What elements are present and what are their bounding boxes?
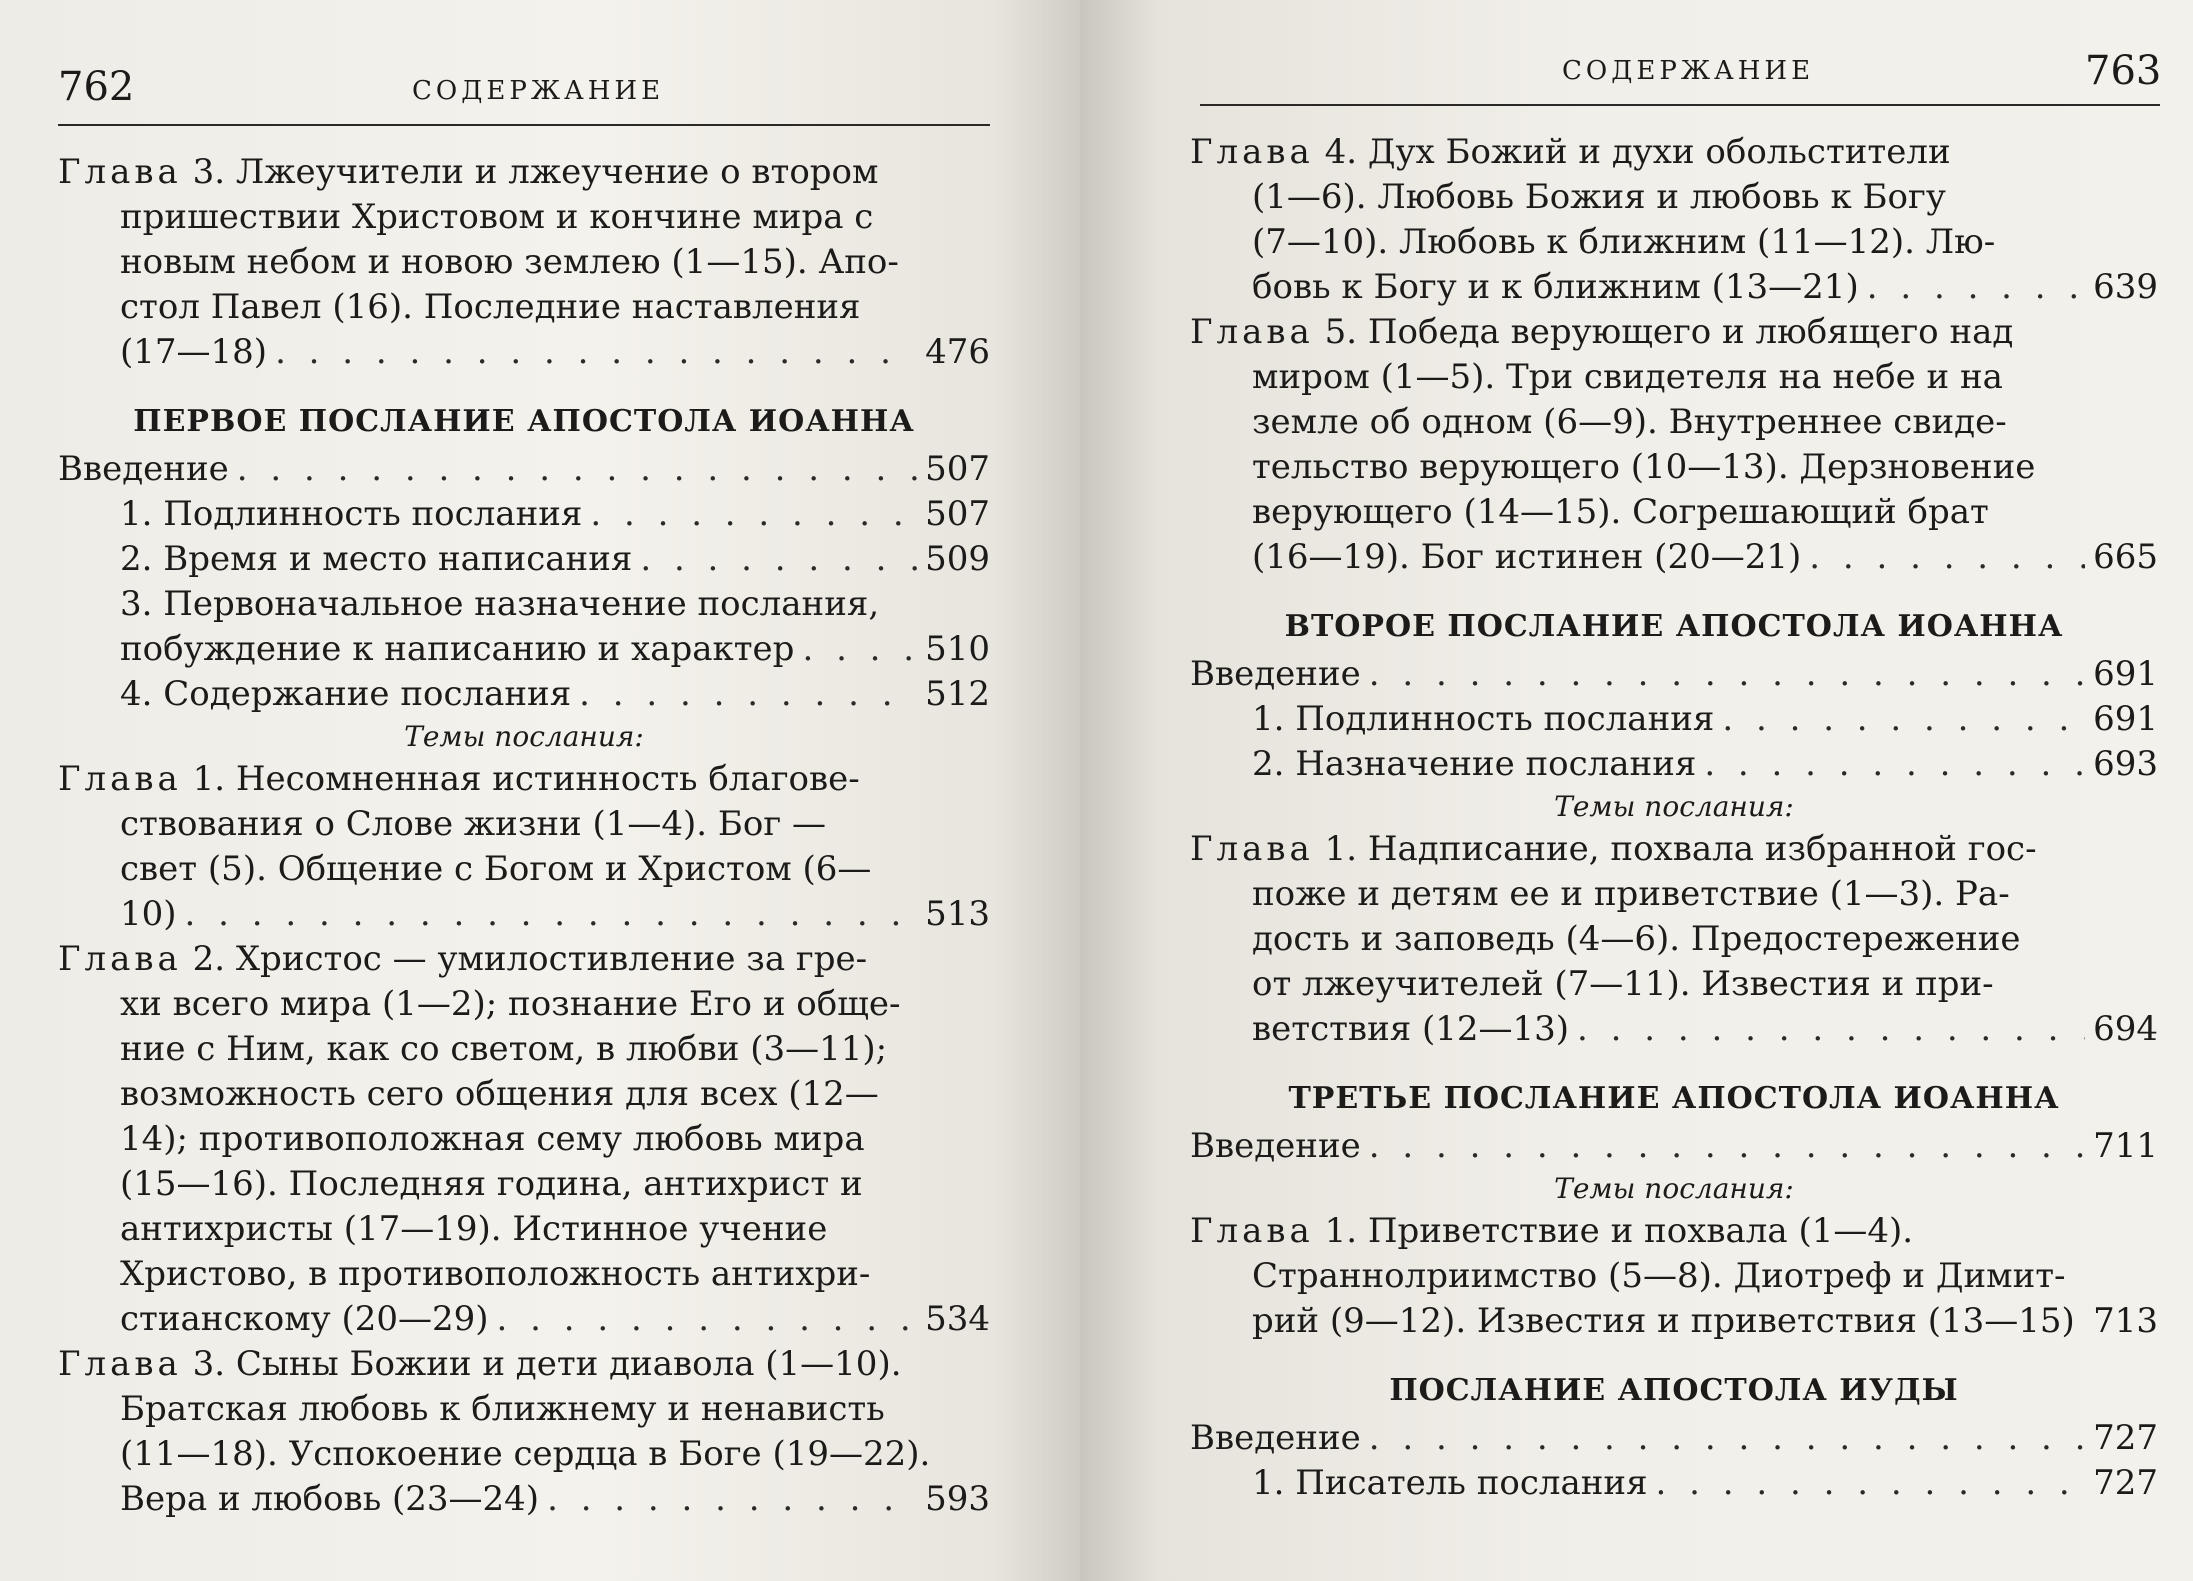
entry-line: (16—19). Бог истинен (20—21) <box>1252 537 1802 577</box>
dot-leader <box>590 492 917 537</box>
entry-line: земле об одном (6—9). Внутреннее свиде- <box>1252 402 2007 442</box>
entry-page-number: 513 <box>925 894 990 934</box>
entry-line: поже и детям ее и приветствие (1—3). Ра- <box>1252 874 2010 914</box>
entry-title: 1. Подлинность послания <box>120 494 583 534</box>
entry-page-number: 534 <box>925 1299 990 1339</box>
entry-line: 1. Приветствие и похвала (1—4). <box>1324 1211 1914 1251</box>
chapter-label: Глава <box>1190 1211 1314 1251</box>
entry-line: стол Павел (16). Последние наставления <box>120 287 861 327</box>
toc-chapter-entry <box>58 150 990 375</box>
entry-page-number: 691 <box>2093 654 2158 694</box>
entry-page-number: 727 <box>2093 1463 2158 1503</box>
entry-page-number: 512 <box>925 674 990 714</box>
entry-line: 3. Сыны Божии и дети диавола (1—10). <box>192 1344 902 1384</box>
toc-subentry <box>1190 1461 2158 1506</box>
entry-page-number: 691 <box>2093 699 2158 739</box>
chapter-label: Глава <box>1190 312 1314 352</box>
entry-title: 1. Подлинность послания <box>1252 699 1715 739</box>
entry-page-number: 509 <box>925 539 990 579</box>
chapter-label: Глава <box>58 939 182 979</box>
toc-subentry <box>58 582 990 672</box>
entry-line: (15—16). Последняя година, антихрист и <box>120 1164 863 1204</box>
entry-line: пришествии Христовом и кончине мира с <box>120 197 874 237</box>
toc-chapter-entry <box>1190 1209 2158 1344</box>
entry-line: миром (1—5). Три свидетеля на небе и на <box>1252 357 2003 397</box>
toc-chapter-entry <box>1190 310 2158 580</box>
toc-subentry <box>1190 742 2158 787</box>
themes-subheading: Темы послания: <box>404 720 644 753</box>
entry-line: рий (9—12). Известия и приветствия (13—15) <box>1252 1301 2075 1341</box>
dot-leader <box>1577 1007 2085 1052</box>
toc-subentry <box>1190 697 2158 742</box>
entry-line: побуждение к написанию и характер <box>120 629 795 669</box>
header-rule <box>58 124 990 126</box>
entry-page-number: 694 <box>2093 1009 2158 1049</box>
entry-line: (11—18). Успокоение сердца в Боге (19—22). <box>120 1434 931 1474</box>
dot-leader <box>1722 697 2085 742</box>
entry-page-number: 693 <box>2093 744 2158 784</box>
entry-line: 14); противоположная сему любовь мира <box>120 1119 865 1159</box>
entry-title: Введение <box>1190 1126 1361 1166</box>
entry-line: Страннолриимство (5—8). Диотреф и Димит- <box>1252 1256 2066 1296</box>
toc-subentry <box>58 492 990 537</box>
dot-leader <box>497 1297 918 1342</box>
entry-line: ствования о Слове жизни (1—4). Бог — <box>120 804 826 844</box>
dot-leader <box>1704 742 2085 787</box>
chapter-label: Глава <box>58 759 182 799</box>
entry-line: 10) <box>120 894 177 934</box>
dot-leader <box>1369 1124 2085 1169</box>
toc-entry <box>1190 1124 2158 1169</box>
entry-line: 1. Несомненная истинность благове- <box>192 759 860 799</box>
entry-line: антихристы (17—19). Истинное учение <box>120 1209 828 1249</box>
entry-line: ветствия (12—13) <box>1252 1009 1570 1049</box>
entry-page-number: 476 <box>925 332 990 372</box>
header-rule <box>1200 104 2160 106</box>
page-number: 763 <box>2085 48 2162 94</box>
entry-title: 1. Писатель послания <box>1252 1463 1648 1503</box>
dot-leader <box>802 627 917 672</box>
entry-line: (7—10). Любовь к ближним (11—12). Лю- <box>1252 222 1996 262</box>
entry-line: от лжеучителей (7—11). Известия и при- <box>1252 964 1994 1004</box>
toc-chapter-entry <box>1190 130 2158 310</box>
entry-page-number: 713 <box>2093 1301 2158 1341</box>
toc-chapter-entry <box>58 1342 990 1522</box>
page-number: 762 <box>58 64 135 110</box>
entry-page-number: 593 <box>925 1479 990 1519</box>
toc-chapter-entry <box>58 757 990 937</box>
toc-entry <box>1190 652 2158 697</box>
dot-leader <box>1656 1461 2086 1506</box>
right-page <box>1080 0 2193 1581</box>
section-heading: ПОСЛАНИЕ АПОСТОЛА ИУДЫ <box>1389 1373 1959 1408</box>
chapter-label: Глава <box>1190 132 1314 172</box>
entry-page-number: 507 <box>925 494 990 534</box>
entry-line: тельство верующего (10—13). Дерзновение <box>1252 447 2036 487</box>
entry-title: Введение <box>58 449 229 489</box>
entry-line: 3. Первоначальное назначение послания, <box>120 584 880 624</box>
entry-line: 3. Лжеучители и лжеучение о втором <box>192 152 879 192</box>
entry-line: Христово, в противоположность антихри- <box>120 1254 871 1294</box>
running-head: СОДЕРЖАНИЕ <box>1562 56 1815 86</box>
dot-leader <box>1867 265 2085 310</box>
dot-leader <box>237 447 917 492</box>
entry-title: 2. Назначение послания <box>1252 744 1697 784</box>
entry-title: 2. Время и место написания <box>120 539 633 579</box>
entry-line: верующего (14—15). Согрешающий брат <box>1252 492 1989 532</box>
entry-page-number: 510 <box>925 629 990 669</box>
toc-subentry <box>58 672 990 717</box>
entry-line: бовь к Богу и к ближним (13—21) <box>1252 267 1859 307</box>
dot-leader <box>1809 535 2085 580</box>
entry-page-number: 727 <box>2093 1418 2158 1458</box>
entry-line: свет (5). Общение с Богом и Христом (6— <box>120 849 872 889</box>
entry-line: возможность сего общения для всех (12— <box>120 1074 879 1114</box>
section-heading: ВТОРОЕ ПОСЛАНИЕ АПОСТОЛА ИОАННА <box>1284 609 2064 644</box>
chapter-label: Глава <box>58 1344 182 1384</box>
entry-page-number: 507 <box>925 449 990 489</box>
chapter-label: Глава <box>1190 829 1314 869</box>
entry-line: хи всего мира (1—2); познание Его и обще- <box>120 984 901 1024</box>
chapter-label: Глава <box>58 152 182 192</box>
left-page <box>0 0 1080 1581</box>
dot-leader <box>640 537 917 582</box>
dot-leader <box>2083 1299 2085 1344</box>
entry-line: стианскому (20—29) <box>120 1299 489 1339</box>
entry-page-number: 665 <box>2093 537 2158 577</box>
dot-leader <box>547 1477 917 1522</box>
dot-leader <box>185 892 918 937</box>
entry-line: 2. Христос — умилостивление за гре- <box>192 939 868 979</box>
entry-line: новым небом и новою землею (1—15). Апо- <box>120 242 899 282</box>
entry-line: ние с Ним, как со светом, в любви (3—11); <box>120 1029 888 1069</box>
themes-subheading: Темы послания: <box>1554 790 1794 823</box>
entry-page-number: 711 <box>2093 1126 2158 1166</box>
entry-line: Вера и любовь (23—24) <box>120 1479 540 1519</box>
entry-line: (1—6). Любовь Божия и любовь к Богу <box>1252 177 1946 217</box>
entry-title: Введение <box>1190 654 1361 694</box>
entry-line: Братская любовь к ближнему и ненависть <box>120 1389 885 1429</box>
toc-subentry <box>58 537 990 582</box>
entry-title: 4. Содержание послания <box>120 674 572 714</box>
dot-leader <box>1369 652 2085 697</box>
dot-leader <box>275 330 917 375</box>
toc-entry <box>1190 1416 2158 1461</box>
entry-title: Введение <box>1190 1418 1361 1458</box>
running-head: СОДЕРЖАНИЕ <box>412 76 665 106</box>
entry-page-number: 639 <box>2093 267 2158 307</box>
toc-chapter-entry <box>1190 827 2158 1052</box>
entry-line: 5. Победа верующего и любящего над <box>1324 312 2014 352</box>
dot-leader <box>579 672 917 717</box>
section-heading: ТРЕТЬЕ ПОСЛАНИЕ АПОСТОЛА ИОАННА <box>1288 1081 2060 1116</box>
entry-line: 1. Надписание, похвала избранной гос- <box>1324 829 2037 869</box>
dot-leader <box>1369 1416 2085 1461</box>
toc-entry <box>58 447 990 492</box>
toc-chapter-entry <box>58 937 990 1342</box>
entry-line: 4. Дух Божий и духи обольстители <box>1324 132 1951 172</box>
entry-line: дость и заповедь (4—6). Предостережение <box>1252 919 2021 959</box>
entry-line: (17—18) <box>120 332 268 372</box>
section-heading: ПЕРВОЕ ПОСЛАНИЕ АПОСТОЛА ИОАННА <box>133 404 915 439</box>
toc-column <box>1190 130 2158 1506</box>
toc-column <box>58 150 990 1522</box>
themes-subheading: Темы послания: <box>1554 1172 1794 1205</box>
